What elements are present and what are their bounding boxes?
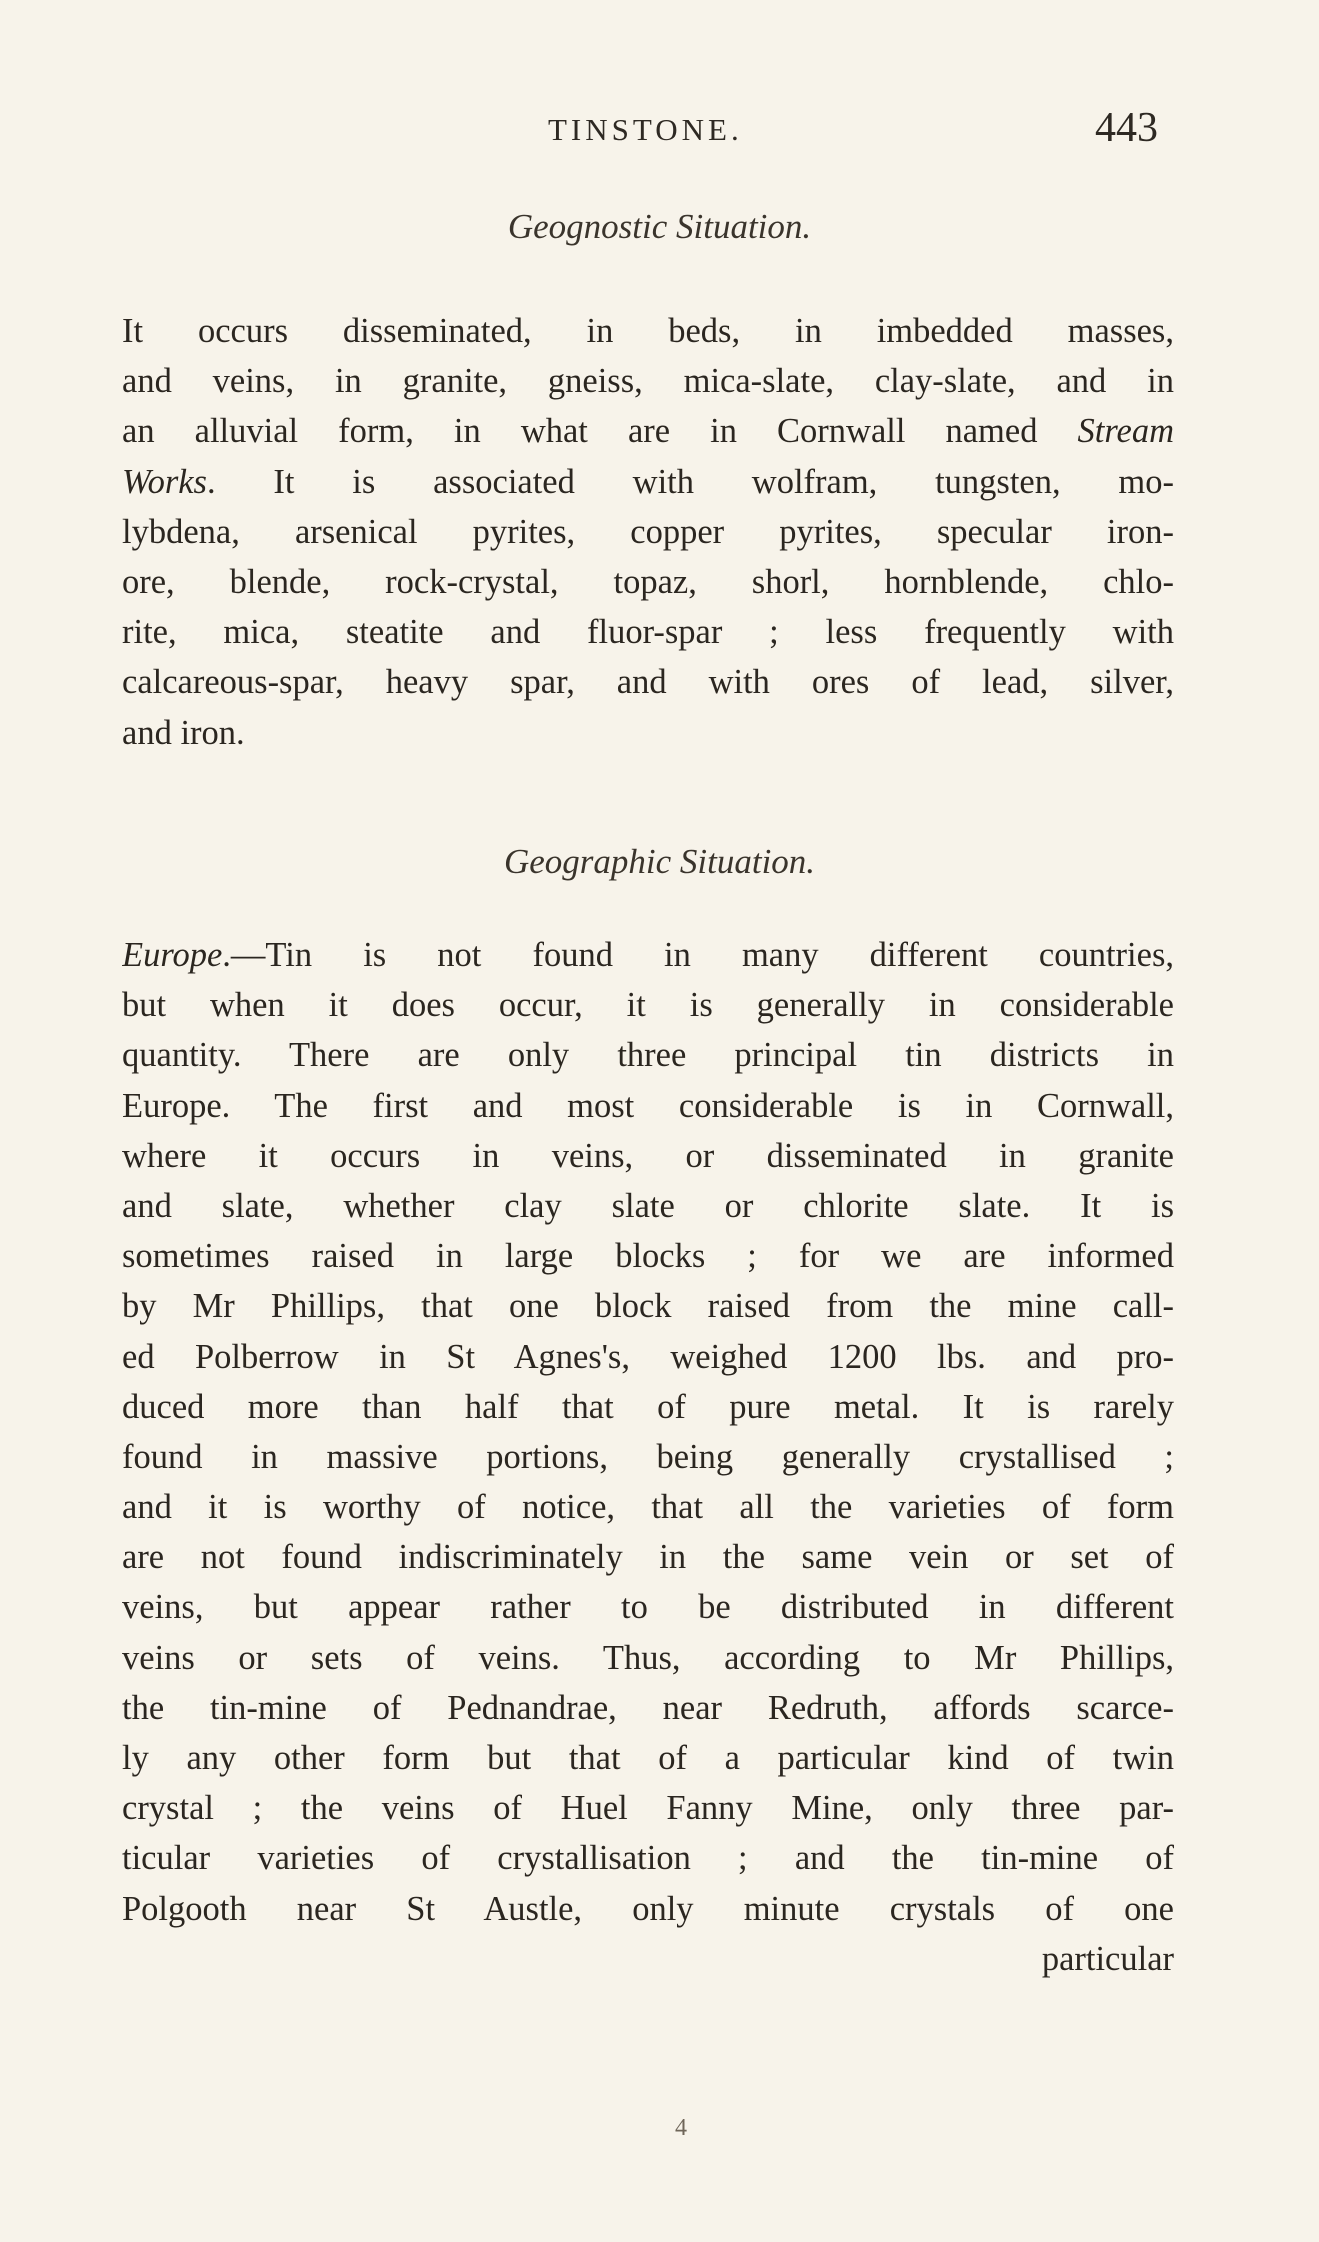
text-line: veins or sets of veins. Thus, according to Mr Phillips, — [122, 1638, 1174, 1677]
text-line: where it occurs in veins, or disseminated in granite — [122, 1136, 1174, 1175]
text-line: lybdena, arsenical pyrites, copper pyrites, specular iron- — [122, 512, 1174, 551]
text-line: by Mr Phillips, that one block raised from the mine call- — [122, 1287, 1174, 1326]
text-line: and iron. — [122, 713, 245, 752]
text-line: ticular varieties of crystallisation ; and the tin-mine of — [122, 1839, 1174, 1878]
text-line: calcareous-spar, heavy spar, and with ores of lead, silver, — [122, 663, 1174, 702]
text-line: are not found indiscriminately in the same vein or set of — [122, 1538, 1174, 1577]
text-line: and it is worthy of notice, that all the varieties of form — [122, 1488, 1174, 1527]
text-line: crystal ; the veins of Huel Fanny Mine, only three par- — [122, 1789, 1174, 1828]
text-line: Europe.—Tin is not found in many different countries, — [122, 936, 1174, 974]
catchword: particular — [1041, 1939, 1174, 1978]
paragraph-geognostic — [122, 306, 1174, 758]
text-line: the tin-mine of Pednandrae, near Redruth, affords scarce- — [122, 1688, 1174, 1727]
text-line: and veins, in granite, gneiss, mica-slate, clay-slate, and in — [122, 362, 1174, 401]
text-line: ore, blende, rock-crystal, topaz, shorl, hornblende, chlo- — [122, 562, 1174, 601]
text-line: veins, but appear rather to be distributed in different — [122, 1588, 1174, 1627]
text-line: but when it does occur, it is generally in considerable — [122, 986, 1174, 1025]
text-line: sometimes raised in large blocks ; for we are informed — [122, 1237, 1174, 1276]
text-line: duced more than half that of pure metal. It is rarely — [122, 1387, 1174, 1426]
running-head: TINSTONE. — [548, 112, 743, 147]
text-line: and slate, whether clay slate or chlorite slate. It is — [122, 1186, 1174, 1225]
text-line: rite, mica, steatite and fluor-spar ; less frequently with — [122, 613, 1174, 652]
text-line: an alluvial form, in what are in Cornwall named Stream — [122, 412, 1174, 451]
page-number: 443 — [1095, 105, 1158, 151]
section-heading-geographic: Geographic Situation. — [503, 842, 816, 881]
signature-mark: 4 — [675, 2115, 687, 2141]
text-line: ly any other form but that of a particular kind of twin — [122, 1739, 1174, 1777]
text-line: quantity. There are only three principal tin districts in — [122, 1036, 1174, 1075]
text-line: Polgooth near St Austle, only minute crystals of one — [122, 1889, 1174, 1928]
text-line: It occurs disseminated, in beds, in imbedded masses, — [122, 312, 1174, 350]
text-line: Europe. The first and most considerable is in Cornwall, — [122, 1086, 1174, 1125]
text-line: found in massive portions, being generally crystallised ; — [122, 1437, 1174, 1476]
section-heading-geognostic: Geognostic Situation. — [507, 207, 812, 246]
text-line: ed Polberrow in St Agnes's, weighed 1200 lbs. and pro- — [122, 1337, 1174, 1376]
paragraph-geographic — [122, 930, 1174, 1984]
text-line: Works. It is associated with wolfram, tungsten, mo- — [122, 462, 1174, 501]
